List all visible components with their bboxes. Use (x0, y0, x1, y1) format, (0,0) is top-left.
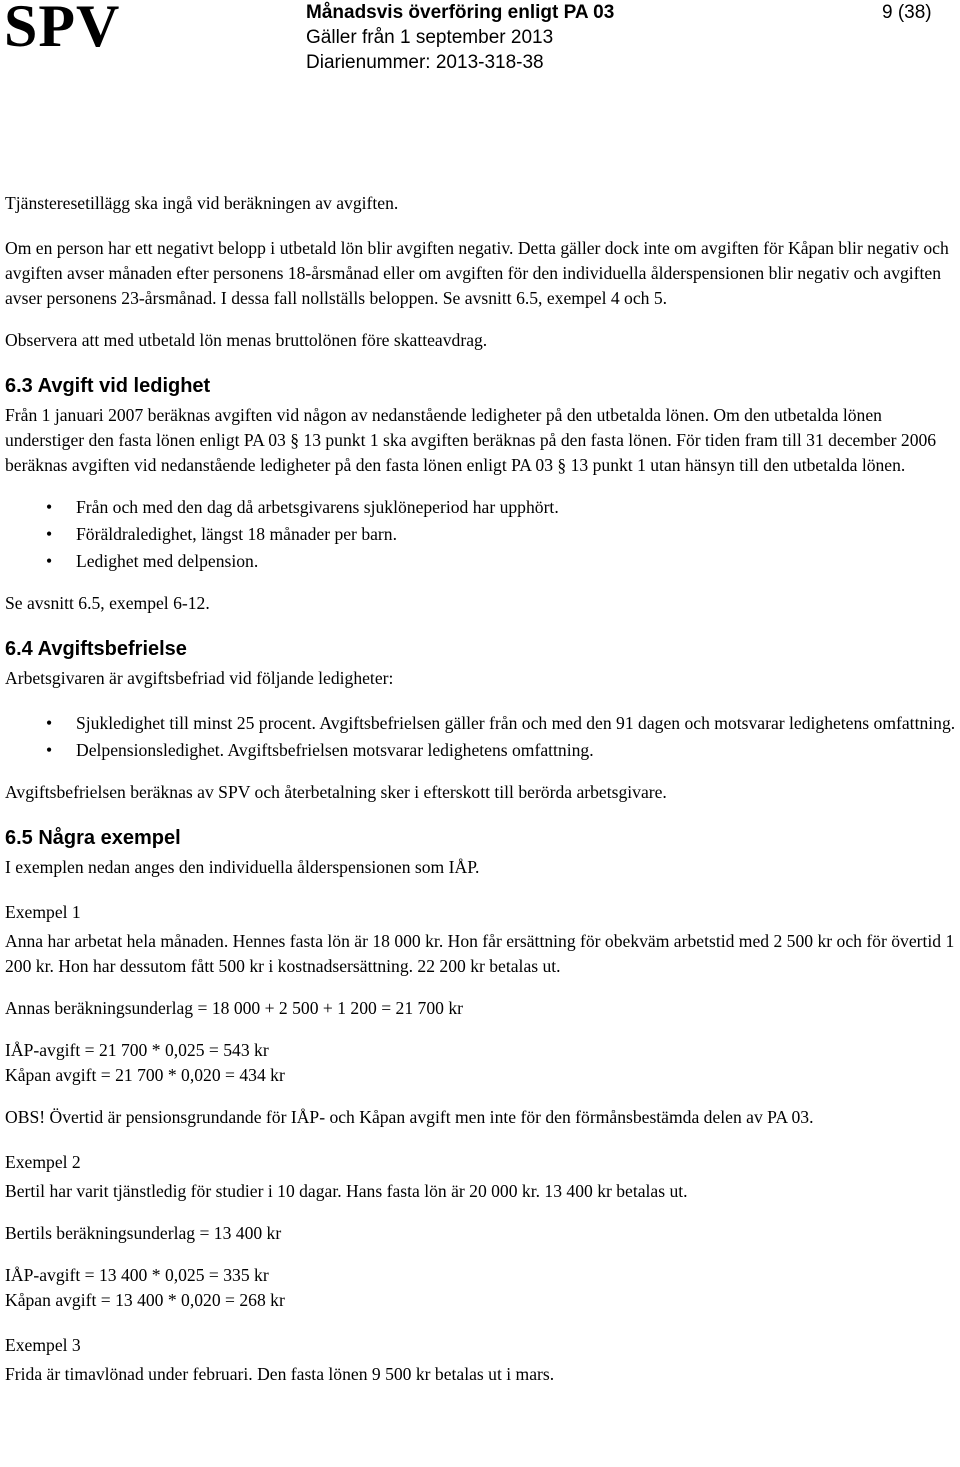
bullet-icon: • (46, 524, 53, 544)
section-6-4-heading: 6.4 Avgiftsbefrielse (5, 638, 187, 660)
list-item: • Föräldraledighet, längst 18 månader per barn. (5, 522, 960, 547)
example-1-kapan-line: Kåpan avgift = 21 700 * 0,020 = 434 kr (5, 1065, 285, 1085)
page-number: 9 (38) (882, 2, 932, 23)
example-1-paragraph-1: Anna har arbetat hela månaden. Hennes fasta lön är 18 000 kr. Hon får ersättning för obekväm arbetstid med 2 500 kr och för övertid 1 200 kr. Hon har dessutom fått 500 kr i kostnadsersättning. 22 200 kr betalas ut. (5, 931, 955, 976)
intro-paragraph-1: Tjänsteresetillägg ska ingå vid beräkningen av avgiften. (5, 193, 399, 213)
example-2-heading: Exempel 2 (5, 1152, 81, 1172)
bullet-icon: • (46, 551, 53, 571)
section-6-3-heading: 6.3 Avgift vid ledighet (5, 375, 211, 397)
list-item: • Sjukledighet till minst 25 procent. Avgiftsbefrielsen gäller från och med den 91 dagen och motsvarar ledighetens omfattning. (5, 711, 960, 736)
example-2-kapan-line: Kåpan avgift = 13 400 * 0,020 = 268 kr (5, 1290, 285, 1310)
section-6-4-paragraph-2: Avgiftsbefrielsen beräknas av SPV och återbetalning sker i efterskott till berörda arbetsgivare. (5, 782, 667, 802)
example-1-note: OBS! Övertid är pensionsgrundande för IÅP- och Kåpan avgift men inte för den förmånsbestämda delen av PA 03. (5, 1107, 814, 1127)
section-6-4-paragraph-1: Arbetsgivaren är avgiftsbefriad vid följande ledigheter: (5, 668, 394, 688)
intro-paragraph-3: Observera att med utbetald lön menas bruttolönen före skatteavdrag. (5, 330, 488, 350)
example-2-paragraph-2: Bertils beräkningsunderlag = 13 400 kr (5, 1223, 282, 1243)
example-2-iap-line: IÅP-avgift = 13 400 * 0,025 = 335 kr (5, 1265, 269, 1285)
list-item: • Ledighet med delpension. (5, 549, 960, 574)
intro-paragraph-2: Om en person har ett negativt belopp i utbetald lön blir avgiften negativ. Detta gäller dock inte om avgiften för Kåpan blir negativ och avgiften avser månaden efter personens 18-årsmånad eller om avgiften för den individuella ålderspensionen blir negativ och avgiften avser personens 23-årsmånad. I dessa fall nollställs beloppen. Se avsnitt 6.5, exempel 4 och 5. (5, 238, 949, 308)
bullet-icon: • (46, 497, 53, 517)
section-6-3-reference: Se avsnitt 6.5, exempel 6-12. (5, 593, 210, 613)
document-title: Månadsvis överföring enligt PA 03 (306, 2, 615, 23)
section-6-3-bullet-list (5, 495, 960, 574)
list-item: • Från och med den dag då arbetsgivarens sjuklöneperiod har upphört. (5, 495, 960, 520)
section-6-4-bullet-list (5, 711, 960, 763)
list-item: • Delpensionsledighet. Avgiftsbefrielsen motsvarar ledighetens omfattning. (5, 738, 960, 763)
example-2-paragraph-1: Bertil har varit tjänstledig för studier i 10 dagar. Hans fasta lön är 20 000 kr. 13 400 kr betalas ut. (5, 1181, 688, 1201)
section-6-3-paragraph: Från 1 januari 2007 beräknas avgiften vid någon av nedanstående ledigheter på den utbetalda lönen. Om den utbetalda lönen understiger den fasta lönen enligt PA 03 § 13 punkt 1 ska avgiften beräknas på den fasta lönen. För tiden fram till 31 december 2006 beräknas avgiften vid nedanstående ledigheter på den fasta lönen enligt PA 03 § 13 punkt 1 utan hänsyn till den utbetalda lönen. (5, 405, 937, 475)
example-1-paragraph-2: Annas beräkningsunderlag = 18 000 + 2 500 + 1 200 = 21 700 kr (5, 998, 463, 1018)
example-1-iap-line: IÅP-avgift = 21 700 * 0,025 = 543 kr (5, 1040, 269, 1060)
document-diarienummer: Diarienummer: 2013-318-38 (306, 52, 544, 73)
spv-logo: SPV (4, 0, 121, 59)
bullet-icon: • (46, 740, 53, 760)
document-validity: Gäller från 1 september 2013 (306, 27, 554, 48)
section-6-5-paragraph: I exemplen nedan anges den individuella ålderspensionen som IÅP. (5, 857, 480, 877)
example-1-heading: Exempel 1 (5, 902, 81, 922)
section-6-5-heading: 6.5 Några exempel (5, 827, 181, 849)
bullet-icon: • (46, 713, 53, 733)
example-3-paragraph-1: Frida är timavlönad under februari. Den fasta lönen 9 500 kr betalas ut i mars. (5, 1364, 555, 1384)
document-body (5, 191, 960, 1387)
example-3-heading: Exempel 3 (5, 1335, 81, 1355)
